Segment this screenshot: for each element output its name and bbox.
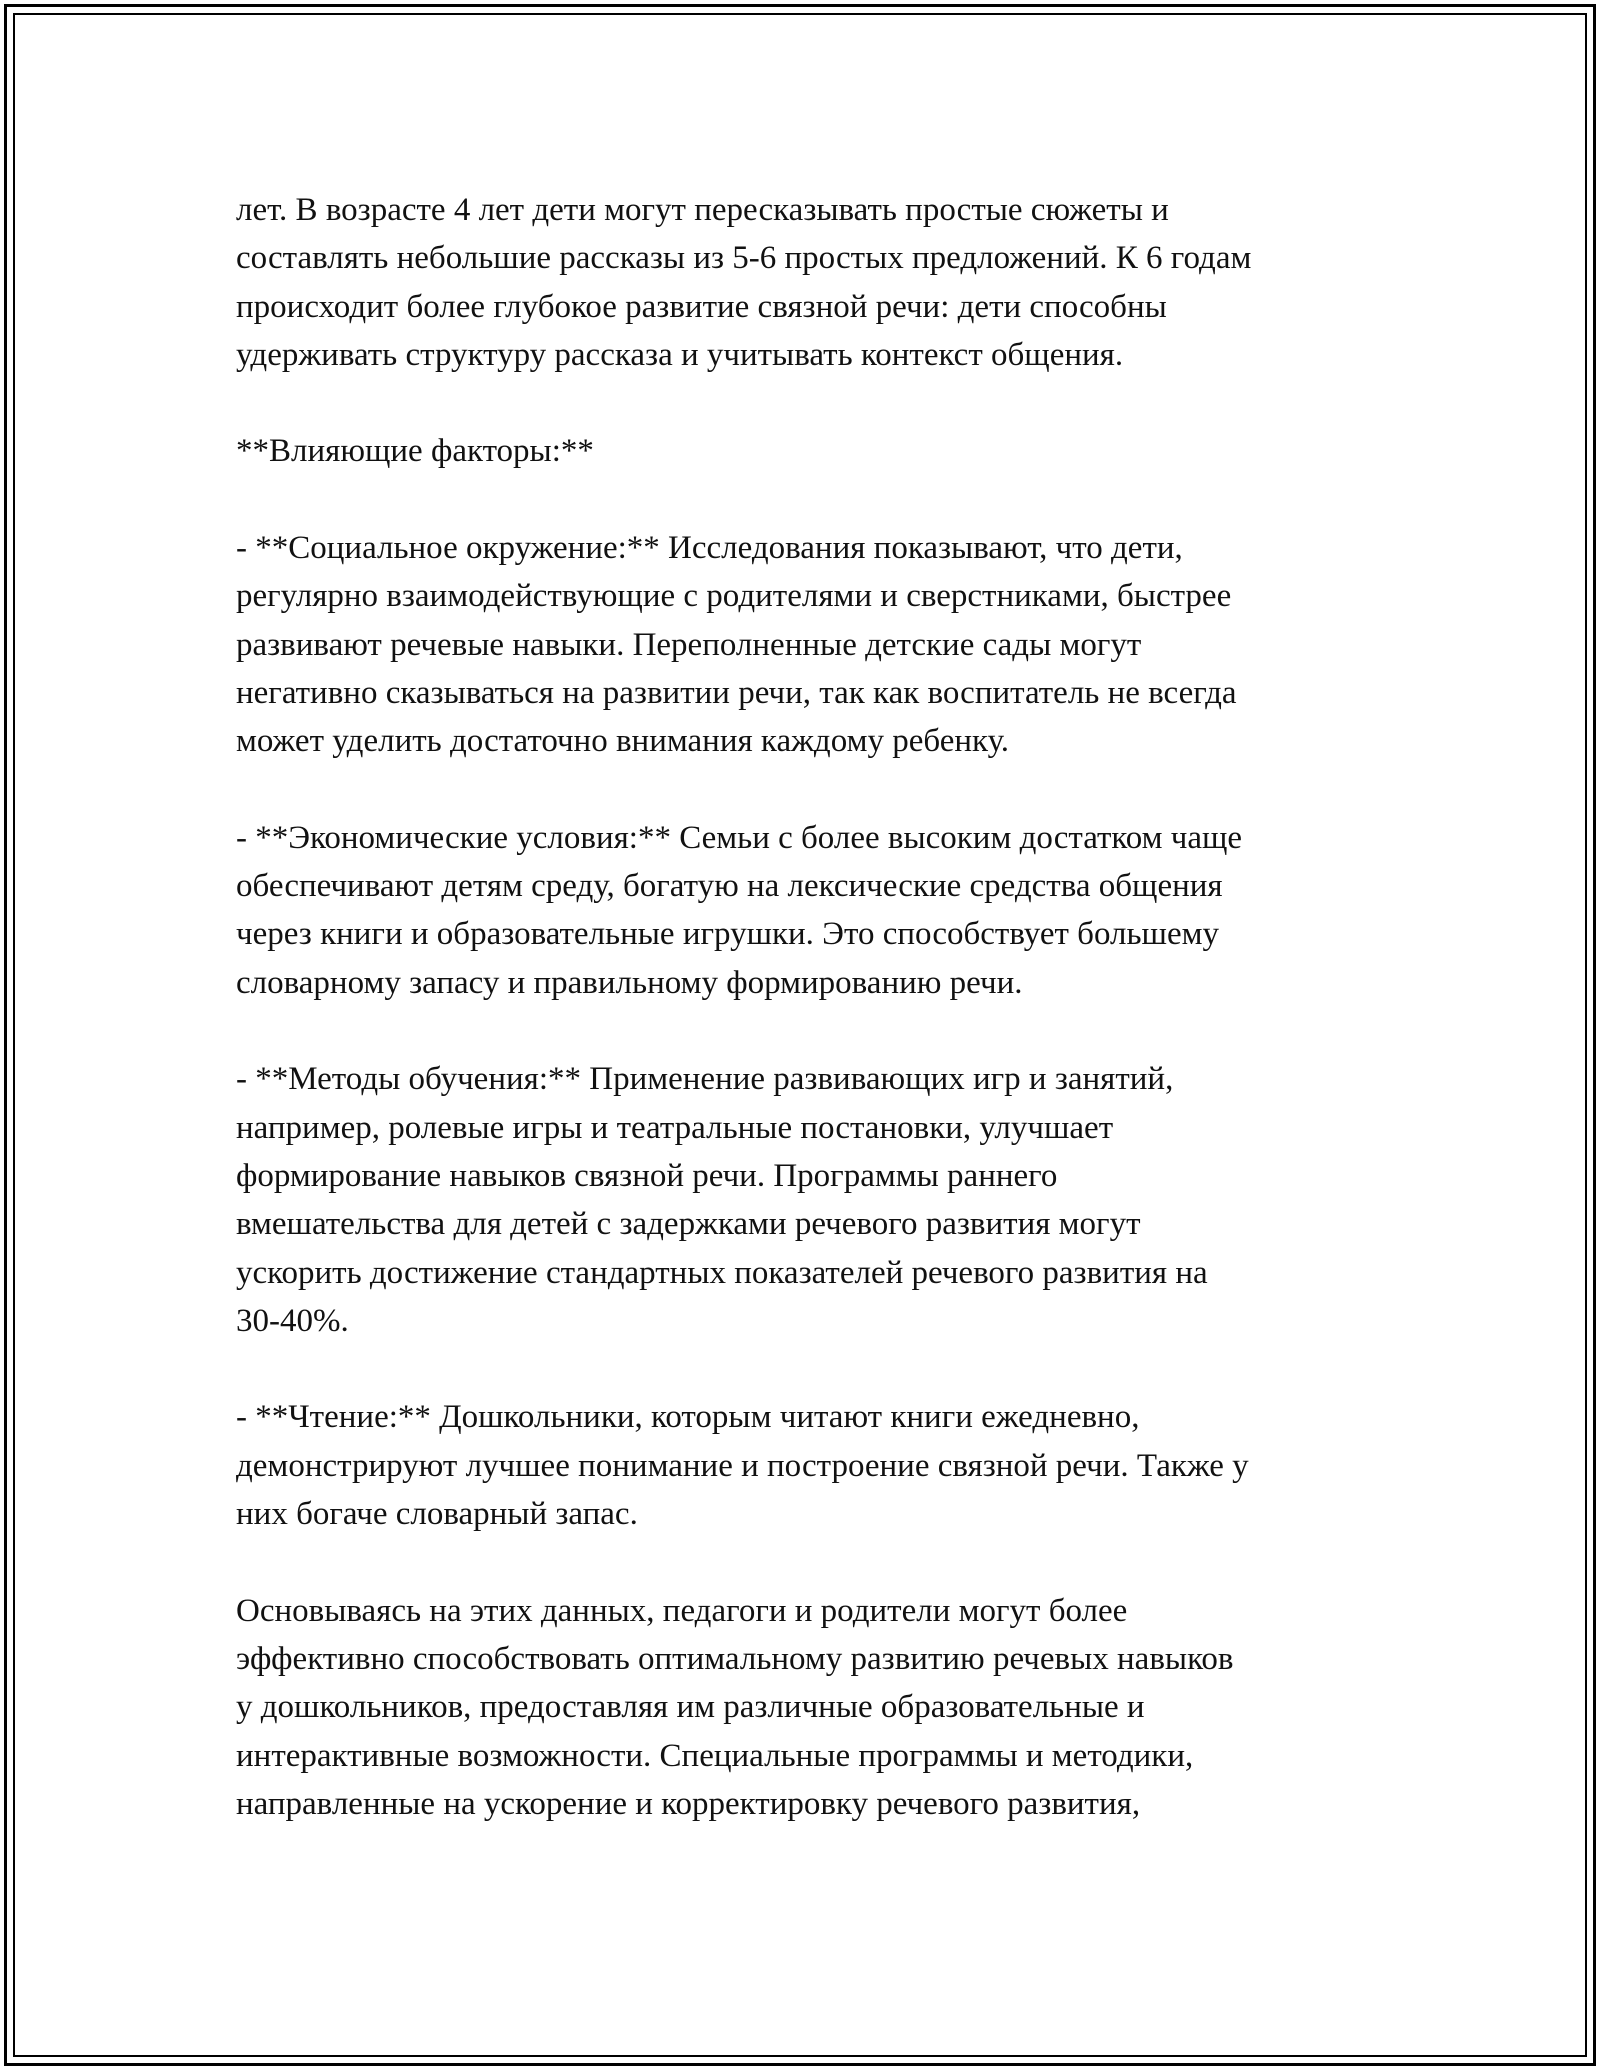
text-line: регулярно взаимодействующие с родителями и сверстниками, быстрее xyxy=(236,578,1232,615)
list-item-economic-conditions xyxy=(236,814,1436,1007)
text-line: 30-40%. xyxy=(236,1302,349,1339)
text-line: них богаче словарный запас. xyxy=(236,1496,638,1533)
text-line: у дошкольников, предоставляя им различные образовательные и xyxy=(236,1689,1145,1726)
text-line: составлять небольшие рассказы из 5-6 простых предложений. К 6 годам xyxy=(236,240,1252,277)
text-line: развивают речевые навыки. Переполненные детские сады могут xyxy=(236,626,1142,663)
text-line: через книги и образовательные игрушки. Это способствует большему xyxy=(236,916,1219,953)
text-line: лет. В возрасте 4 лет дети могут пересказывать простые сюжеты и xyxy=(236,192,1169,228)
text-line: - **Социальное окружение:** Исследования показывают, что дети, xyxy=(236,530,1183,567)
text-line: например, ролевые игры и театральные постановки, улучшает xyxy=(236,1109,1114,1146)
text-line: ускорить достижение стандартных показателей речевого развития на xyxy=(236,1254,1208,1291)
list-item-social-environment xyxy=(236,524,1436,765)
list-item-reading xyxy=(236,1393,1436,1538)
text-line: Основываясь на этих данных, педагоги и родители могут более xyxy=(236,1592,1128,1629)
text-line: вмешательства для детей с задержками речевого развития могут xyxy=(236,1206,1141,1243)
text-line: демонстрируют лучшее понимание и построение связной речи. Также у xyxy=(236,1447,1249,1484)
paragraph-age-development xyxy=(236,186,1436,379)
text-line: может уделить достаточно внимания каждому ребенку. xyxy=(236,723,1010,760)
text-line: - **Методы обучения:** Применение развивающих игр и занятий, xyxy=(236,1061,1174,1098)
text-line: направленные на ускорение и корректировку речевого развития, xyxy=(236,1785,1141,1822)
text-line: происходит более глубокое развитие связной речи: дети способны xyxy=(236,288,1167,325)
text-line: - **Чтение:** Дошкольники, которым читают книги ежедневно, xyxy=(236,1399,1140,1436)
text-line: формирование навыков связной речи. Программы раннего xyxy=(236,1157,1058,1194)
list-item-teaching-methods xyxy=(236,1055,1436,1345)
text-line: **Влияющие факторы:** xyxy=(236,433,594,470)
text-line: обеспечивают детям среду, богатую на лексические средства общения xyxy=(236,868,1223,905)
text-line: удерживать структуру рассказа и учитывать контекст общения. xyxy=(236,336,1124,373)
paragraph-conclusion xyxy=(236,1587,1436,1828)
section-heading-factors xyxy=(236,427,1436,475)
text-line: негативно сказываться на развитии речи, так как воспитатель не всегда xyxy=(236,674,1237,711)
text-line: словарному запасу и правильному формированию речи. xyxy=(236,964,1023,1001)
text-line: - **Экономические условия:** Семьи с более высоким достатком чаще xyxy=(236,819,1243,856)
document-body xyxy=(236,186,1436,1876)
text-line: интерактивные возможности. Специальные программы и методики, xyxy=(236,1737,1194,1774)
text-line: эффективно способствовать оптимальному развитию речевых навыков xyxy=(236,1640,1234,1677)
